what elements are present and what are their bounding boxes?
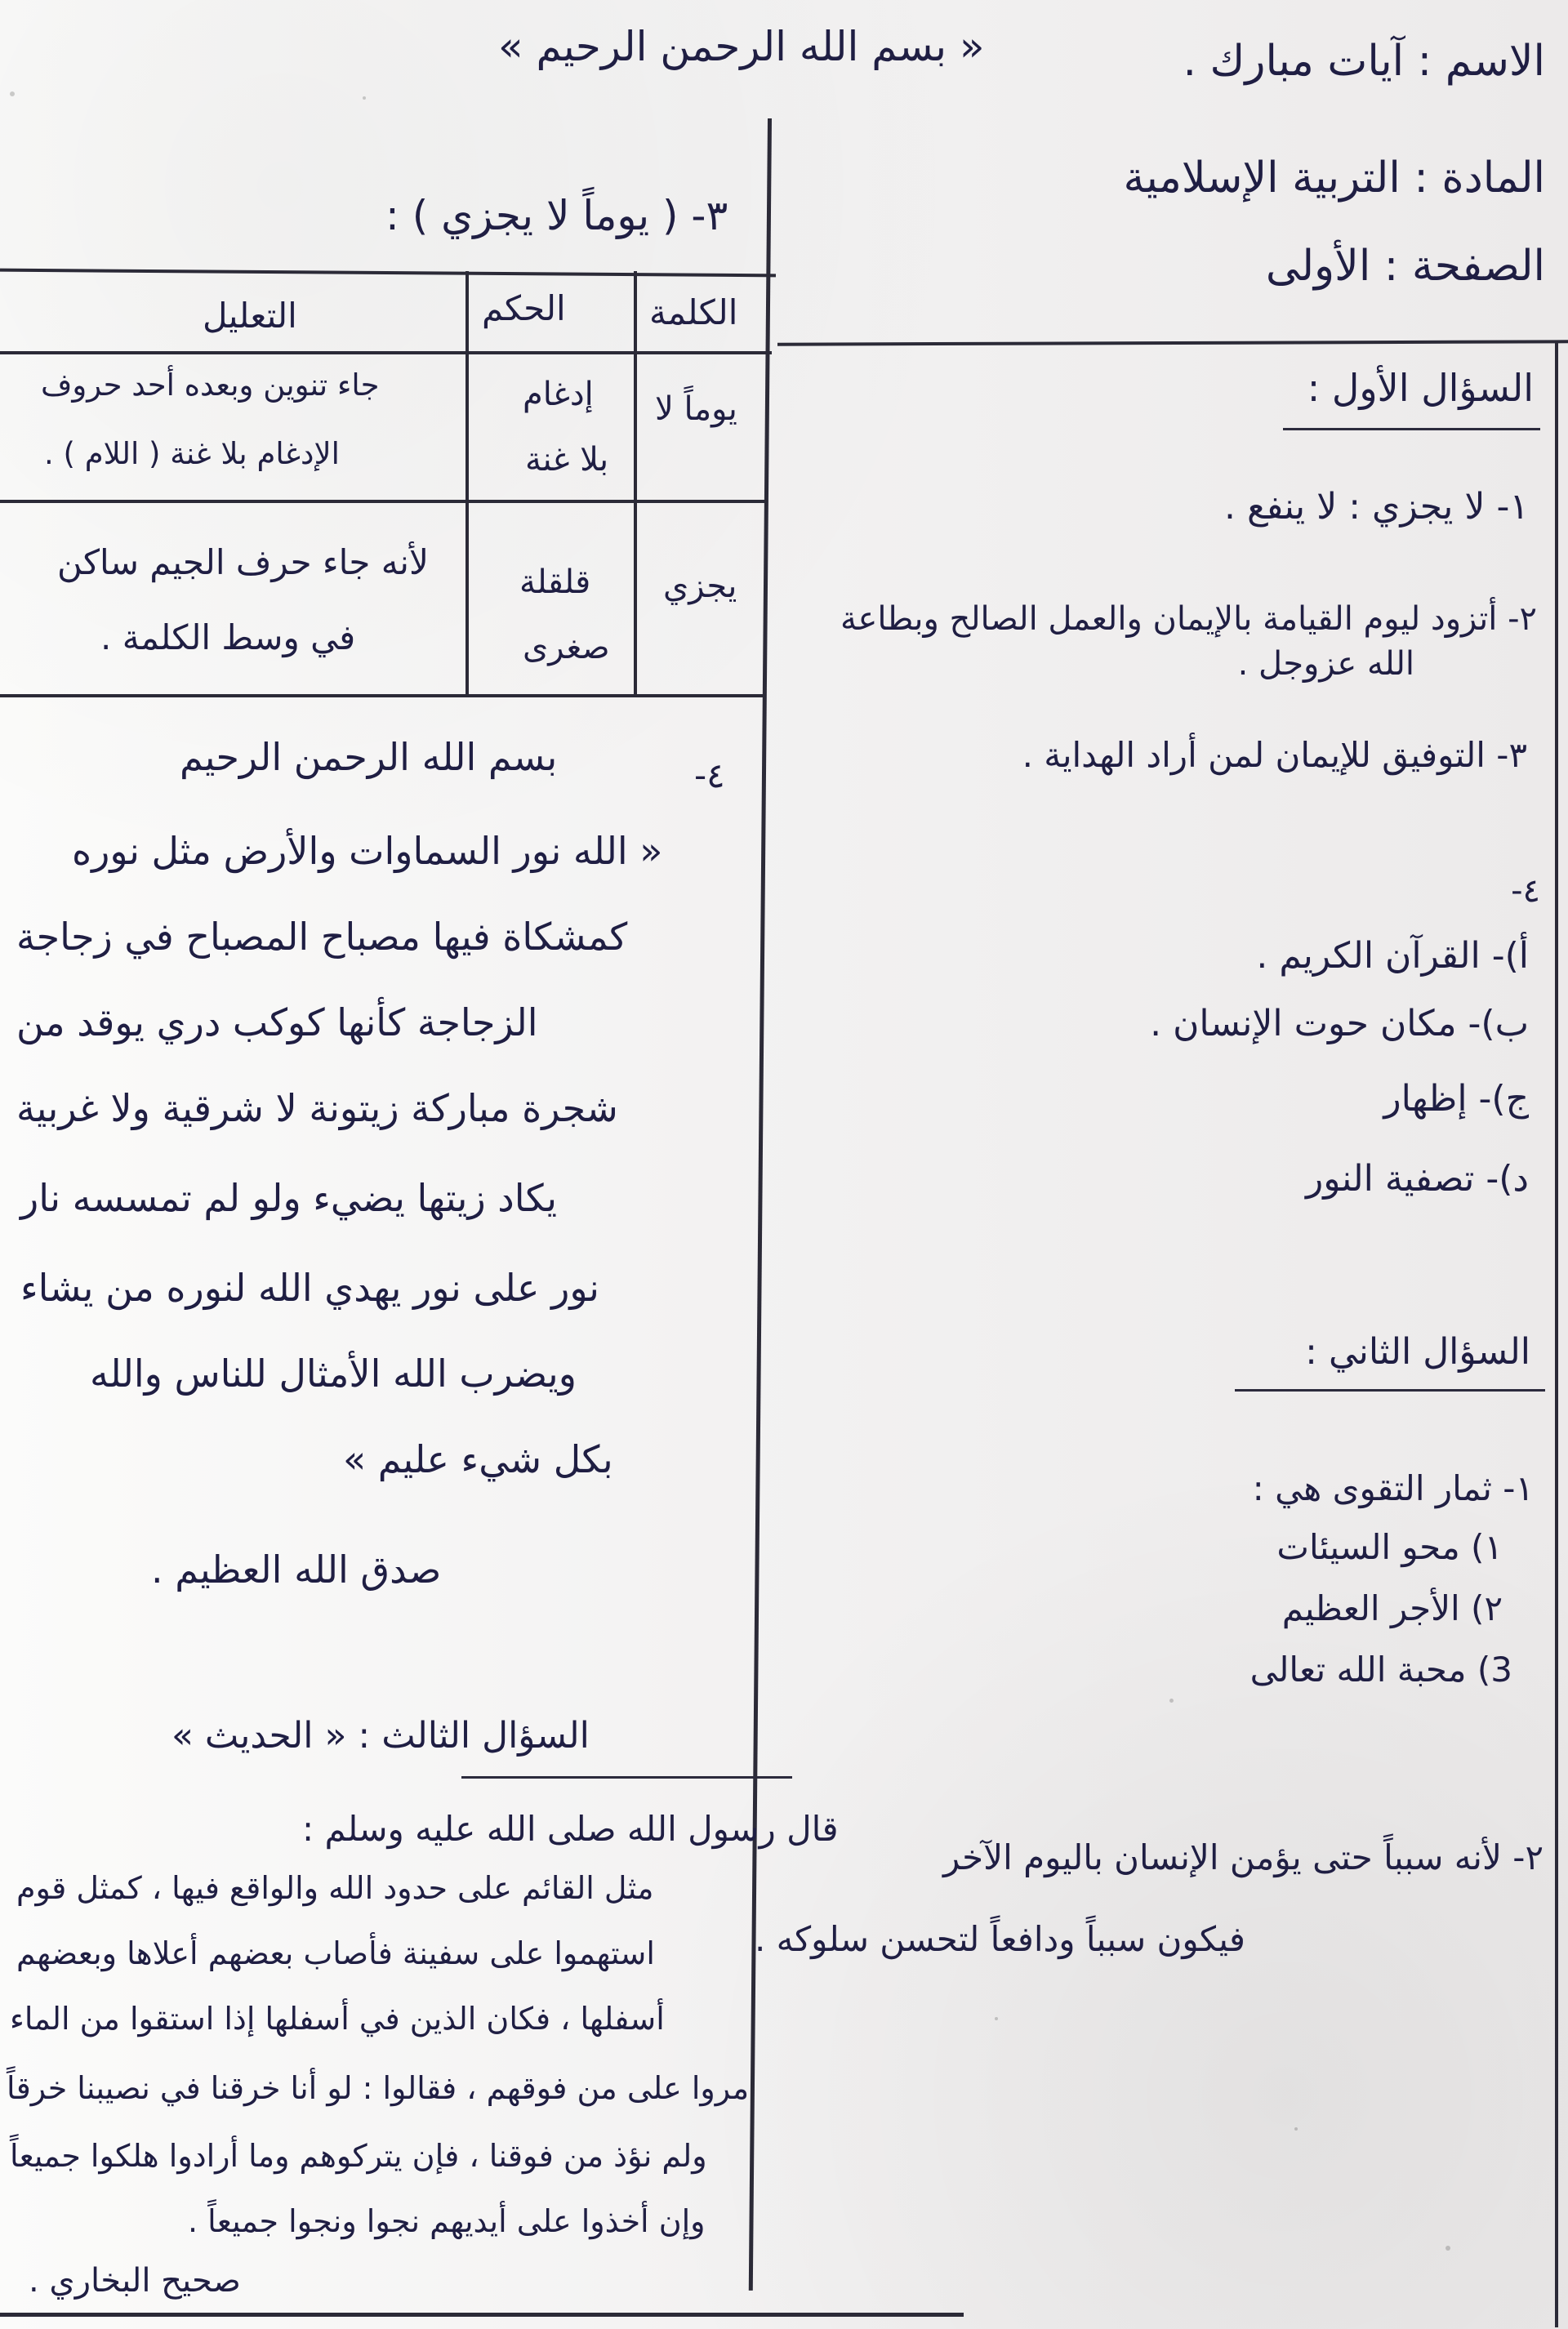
q2-answer-2-line-2: فيكون سبباً ودافعاً لتحسن سلوكه . [754, 1919, 1245, 1959]
verse-ending: صدق الله العظيم . [151, 1547, 442, 1592]
table-column-separator-1 [466, 271, 469, 694]
bottom-border-line [0, 2313, 964, 2317]
q2-answer-2-line-1: ٢- لأنه سبباً حتى يؤمن الإنسان باليوم الآخر [942, 1837, 1544, 1877]
q1-answer-1: ١- لا يجزي : لا ينفع . [1224, 486, 1529, 528]
verse-line: شجرة مباركة زيتونة لا شرقية ولا غربية [16, 1086, 618, 1130]
paper-speck [1446, 2246, 1450, 2251]
hadith-line: ولم نؤذ من فوقنا ، فإن يتركوهم وما أرادوا هلكوا جميعاً [10, 2138, 707, 2174]
q2-answer-1-b: ٢) الأجر العظيم [1281, 1588, 1503, 1628]
hadith-source: صحيح البخاري . [29, 2262, 241, 2300]
hadith-line: استهموا على سفينة فأصاب بعضهم أعلاها وبعضهم [16, 1935, 655, 1971]
q1-answer-4-b: ب)- مكان حوت الإنسان . [1150, 1003, 1529, 1044]
table-row-1-word: يوماً لا [655, 390, 737, 428]
hadith-line: مروا على من فوقهم ، فقالوا : لو أنا خرقنا في نصيبنا خرقاً [7, 2070, 750, 2106]
question-3-title: ٣- ( يوماً لا يجزي ) : [385, 192, 728, 239]
table-row-1-reason-line-2: الإدغام بلا غنة ( اللام ) . [44, 436, 340, 471]
question-2-heading: السؤال الثاني : [1305, 1331, 1530, 1373]
question-3-hadith-underline [461, 1776, 792, 1779]
table-bottom-line [0, 694, 764, 697]
verse-line: « الله نور السماوات والأرض مثل نوره [72, 829, 663, 873]
verse-line: الزجاجة كأنها كوكب دري يوقد من [16, 1000, 538, 1044]
table-row-separator [0, 500, 768, 503]
question-1-heading: السؤال الأول : [1307, 366, 1534, 410]
top-basmala: « بسم الله الرحمن الرحيم » [498, 23, 985, 70]
table-row-2-word: يجزي [663, 568, 737, 605]
table-row-2-rule-line-2: صغرى [523, 629, 610, 666]
q1-answer-2-line-2: الله عزوجل . [1237, 645, 1414, 683]
q1-answer-3: ٣- التوفيق للإيمان لمن أراد الهداية . [1022, 735, 1527, 775]
right-column-top-line [777, 340, 1568, 345]
column-divider [749, 118, 772, 2291]
table-row-2-reason-line-2: في وسط الكلمة . [100, 617, 356, 657]
question-3-hadith-heading: السؤال الثالث : « الحديث » [172, 1715, 590, 1757]
verse-basmala: بسم الله الرحمن الرحيم [180, 735, 558, 779]
q2-answer-1-c: 3) محبة الله تعالى [1250, 1650, 1512, 1690]
paper-speck [363, 96, 366, 100]
verse-line: ويضرب الله الأمثال للناس والله [90, 1352, 577, 1396]
verse-line: كمشكاة فيها مصباح المصباح في زجاجة [16, 915, 628, 959]
table-row-1-rule-line-2: بلا غنة [525, 441, 609, 479]
q1-answer-4-number: ٤- [1511, 872, 1540, 910]
paper-speck [995, 2017, 998, 2020]
table-header-word: الكلمة [649, 292, 738, 332]
paper-speck [10, 91, 15, 96]
table-header-reason: التعليل [203, 296, 297, 336]
page-label: الصفحة : الأولى [1265, 242, 1545, 291]
hadith-line: وإن أخذوا على أيديهم نجوا ونجوا جميعاً . [188, 2203, 706, 2239]
q2-answer-1-title: ١- ثمار التقوى هي : [1252, 1468, 1534, 1508]
student-name: الاسم : آيات مبارك . [1183, 37, 1545, 86]
verse-line: يكاد زيتها يضيء ولو لم تمسسه نار [20, 1176, 558, 1220]
table-header-separator [0, 351, 772, 354]
table-row-1-rule-line-1: إدغام [523, 376, 594, 413]
q1-answer-4-a: أ)- القرآن الكريم . [1256, 935, 1529, 977]
table-top-line [0, 269, 776, 278]
verse-item-number: ٤- [694, 755, 725, 795]
verse-line: نور على نور يهدي الله لنوره من يشاء [20, 1266, 599, 1310]
right-border-line [1555, 343, 1558, 2327]
table-row-2-reason-line-1: لأنه جاء حرف الجيم ساكن [57, 542, 429, 582]
table-row-2-rule-line-1: قلقلة [519, 563, 591, 601]
paper-speck [1169, 1699, 1174, 1703]
table-header-rule: الحكم [482, 288, 566, 328]
table-row-1-reason-line-1: جاء تنوين وبعده أحد حروف [41, 367, 380, 403]
q2-answer-1-a: ١) محو السيئات [1276, 1527, 1503, 1567]
hadith-line: مثل القائم على حدود الله والواقع فيها ، كمثل قوم [16, 1870, 654, 1906]
question-1-underline [1283, 428, 1540, 430]
question-2-underline [1235, 1389, 1545, 1392]
hadith-line: أسفلها ، فكان الذين في أسفلها إذا استقوا من الماء [10, 2001, 665, 2037]
verse-line: بكل شيء عليم » [343, 1437, 613, 1481]
hadith-line: قال رسول الله صلى الله عليه وسلم : [302, 1809, 839, 1849]
subject-line: المادة : التربية الإسلامية [1123, 154, 1545, 203]
q1-answer-2-line-1: ٢- أتزود ليوم القيامة بالإيمان والعمل الصالح وبطاعة [840, 600, 1537, 638]
q1-answer-4-c: ج)- إظهار [1383, 1078, 1529, 1120]
q1-answer-4-d: د)- تصفية النور [1305, 1158, 1529, 1200]
paper-speck [1294, 2127, 1298, 2131]
table-column-separator-2 [634, 271, 637, 694]
